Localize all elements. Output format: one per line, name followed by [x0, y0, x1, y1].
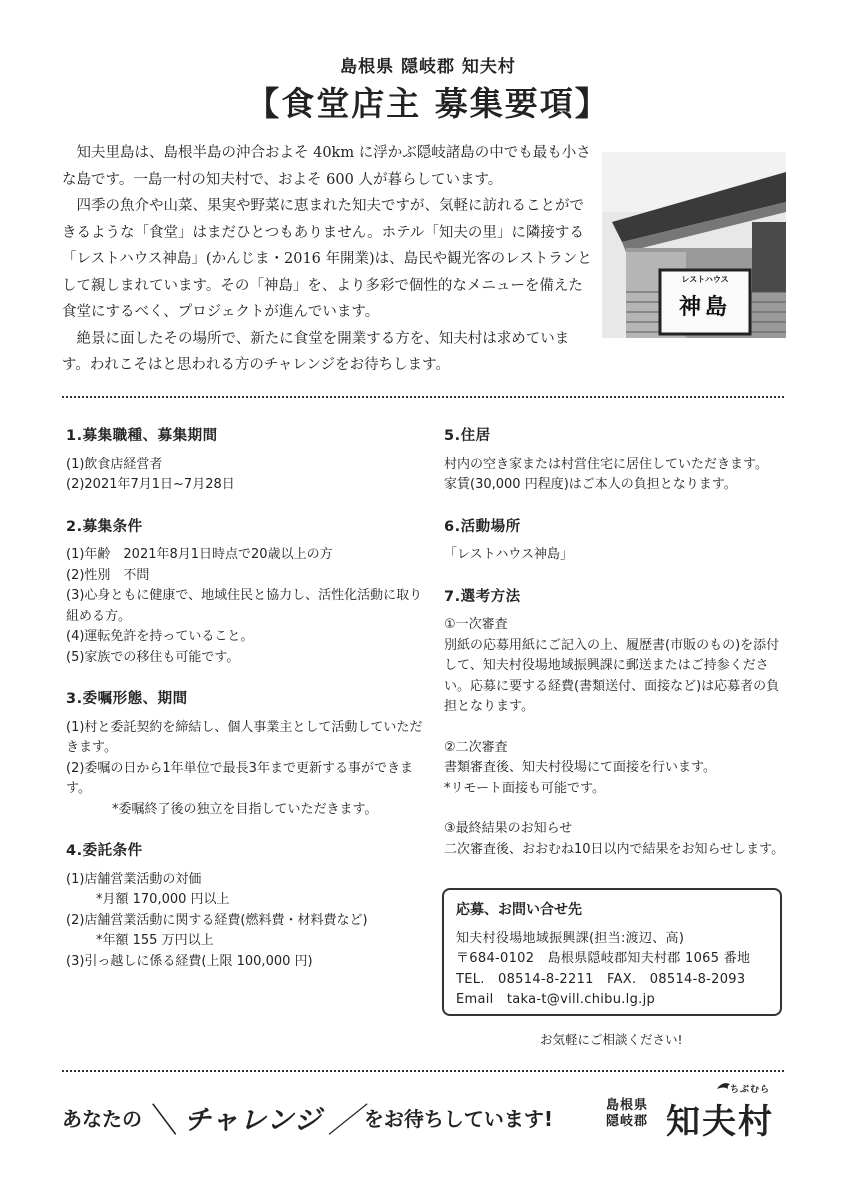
village-logo	[606, 1086, 786, 1146]
section-2-line: (3)心身ともに健康で、地域住民と協力し、活性化活動に取り組める方。	[66, 588, 423, 624]
intro-text	[62, 140, 592, 379]
section-4-line: (3)引っ越しに係る経費(上限 100,000 円)	[66, 953, 313, 969]
section-3-line: (2)委嘱の日から1年単位で最長3年まで更新する事ができます。	[66, 760, 413, 796]
divider-top	[62, 396, 784, 398]
section-2	[66, 517, 426, 669]
slogan-before: あなたの	[62, 1106, 142, 1131]
intro-paragraph-3: 絶景に面したその場所で、新たに食堂を開業する方を、知夫村は求めています。われこそはと思われる方のチャレンジをお待ちします。	[62, 330, 570, 373]
logo-pref-line: 島根県	[606, 1098, 649, 1113]
section-4-note: *月額 170,000 円以上	[96, 892, 230, 907]
slogan-after: をお待ちしています!	[363, 1106, 553, 1131]
contact-address: 〒684-0102 島根県隠岐郡知夫村郡 1065 番地	[456, 951, 751, 966]
step-3-title: ③最終結果のお知らせ	[444, 821, 573, 836]
section-2-line: (1)年齢 2021年8月1日時点で20歳以上の方	[66, 547, 333, 562]
right-column	[444, 426, 789, 881]
contact-email[interactable]: Email taka-t@vill.chibu.lg.jp	[456, 992, 656, 1007]
dolphin-icon	[716, 1080, 732, 1092]
slogan-challenge: チャレンジ	[184, 1104, 322, 1136]
section-6-heading: 6.活動場所	[444, 518, 521, 535]
logo-pref-line: 隠岐郡	[606, 1114, 649, 1129]
header-subtitle: 島根県 隠岐郡 知夫村	[340, 57, 516, 77]
section-4-line: (2)店舗営業活動に関する経費(燃料費・材料費など)	[66, 912, 368, 928]
photo-sign-large: 神島	[678, 294, 731, 320]
section-7-heading: 7.選考方法	[444, 588, 521, 605]
step-1-text: 別紙の応募用紙にご記入の上、履歴書(市販のもの)を添付して、知夫村役場地域振興課に郵送またはご持参ください。応募に要する経費(書類送付、面接など)は応募者の負担となります。	[444, 637, 780, 714]
step-2-title: ②二次審査	[444, 739, 508, 755]
section-4-line: (1)店舗営業活動の対価	[66, 871, 202, 887]
slash-decoration: ＼	[144, 1100, 178, 1141]
section-3-line: (1)村と委託契約を締結し、個人事業主として活動していただきます。	[66, 719, 423, 755]
logo-kana: ちぶむら	[730, 1085, 771, 1095]
contact-phone: TEL. 08514-8-2211 FAX. 08514-8-2093	[456, 971, 746, 987]
section-5-line: 家賃(30,000 円程度)はご本人の負担となります。	[444, 477, 737, 492]
contact-dept: 知夫村役場地域振興課(担当:渡辺、高)	[456, 930, 685, 946]
intro-paragraph-1: 知夫里島は、島根半島の沖合およそ 40km に浮かぶ隠岐諸島の中でも最も小さな島です。一島一村の知夫村で、およそ 600 人が暮らしています。	[62, 145, 591, 188]
section-2-line: (2)性別 不問	[66, 567, 150, 583]
step-2-note: *リモート面接も可能です。	[444, 780, 605, 796]
section-1-line: (2)2021年7月1日~7月28日	[66, 477, 235, 492]
section-3-note: *委嘱終了後の独立を目指していただきます。	[112, 801, 378, 817]
section-4-heading: 4.委託条件	[66, 843, 143, 859]
section-5-heading: 5.住居	[444, 428, 491, 444]
section-2-line: (4)運転免許を持っていること。	[66, 629, 254, 644]
section-4-note: *年額 155 万円以上	[96, 933, 214, 948]
page-title: 【食堂店主 募集要項】	[246, 84, 610, 123]
step-1-title: ①一次審査	[444, 617, 508, 632]
consult-note: お気軽にご相談ください!	[540, 1032, 683, 1047]
section-6	[444, 517, 789, 566]
section-5-line: 村内の空き家または村営住宅に居住していただきます。	[444, 456, 768, 472]
step-2-text: 書類審査後、知夫村役場にて面接を行います。	[444, 760, 716, 775]
left-column	[66, 426, 426, 993]
contact-heading: 応募、お問い合せ先	[456, 902, 582, 918]
logo-name: 知夫村	[666, 1102, 774, 1142]
section-1	[66, 426, 426, 496]
logo-prefecture	[606, 1098, 648, 1130]
section-2-heading: 2.募集条件	[66, 518, 143, 535]
footer-slogan	[62, 1092, 553, 1142]
photo-sign-small: レストハウス	[681, 275, 729, 284]
section-1-heading: 1.募集職種、募集期間	[66, 428, 218, 444]
section-5	[444, 426, 789, 496]
section-3	[66, 689, 426, 820]
section-1-line: (1)飲食店経営者	[66, 456, 163, 472]
contact-box	[442, 888, 782, 1016]
divider-bottom	[62, 1070, 784, 1072]
section-4	[66, 841, 426, 972]
section-2-line: (5)家族での移住も可能です。	[66, 649, 240, 665]
step-3-text: 二次審査後、おおむね10日以内で結果をお知らせします。	[444, 841, 785, 857]
slash-decoration: ／	[327, 1100, 362, 1141]
section-6-line: 「レストハウス神島」	[444, 547, 573, 562]
section-7	[444, 587, 789, 861]
intro-paragraph-2: 四季の魚介や山菜、果実や野菜に恵まれた知夫ですが、気軽に訪れることができるような「食堂」はまだひとつもありません。ホテル「知夫の里」に隣接する「レストハウス神島」(かんじま・2016 年開業)は、島民や観光客のレストランとして親しまれています。その「神島」を、より多彩で個性的なメニューを備えた食堂にするべく、プロジェクトが進んでいます。	[62, 198, 592, 320]
section-3-heading: 3.委嘱形態、期間	[66, 691, 188, 707]
